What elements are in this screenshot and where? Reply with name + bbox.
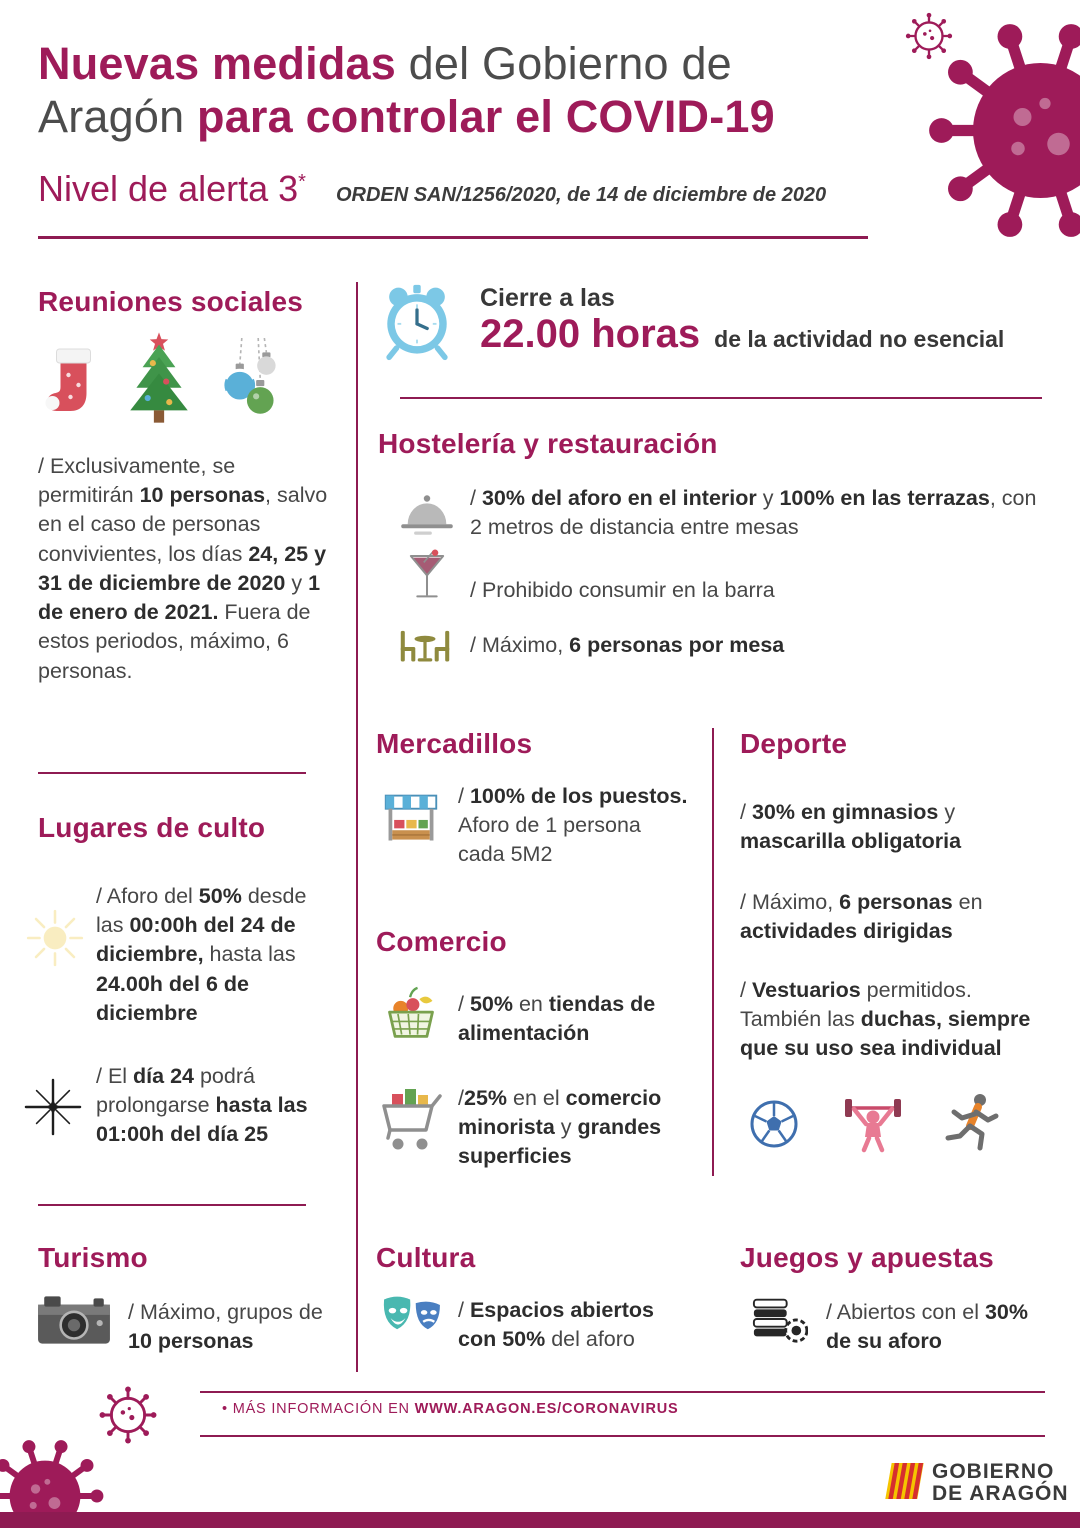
order-reference: ORDEN SAN/1256/2020, de 14 de diciembre de 2020 — [335, 184, 827, 206]
deporte-item-2: / Máximo, 6 personas en actividades dirigidas — [740, 890, 983, 944]
title-gray-2: Aragón — [38, 90, 198, 142]
baubles-icon — [213, 338, 287, 424]
juegos-text: / Abiertos con el 30% de su aforo — [826, 1300, 1028, 1354]
main-column-divider — [356, 282, 358, 1372]
culto-item-1: / Aforo del 50% desde las 00:00h del 24 de diciembre, hasta las 24.00h del 6 de diciembre — [96, 884, 307, 1025]
stocking-icon — [40, 345, 105, 425]
star-icon — [24, 1078, 82, 1136]
gobierno-aragon-logo — [932, 1461, 1069, 1505]
section-heading-cultura: Cultura — [376, 1242, 476, 1273]
reuniones-text: / Exclusivamente, se permitirán 10 personas, salvo en el caso de personas convivientes, los días 24, 25 y 31 de diciembre de 2020 y 1 de enero de 2021. Fuera de estos periodos, máximo, 6 personas. — [38, 454, 328, 683]
header-divider — [38, 236, 868, 239]
bottom-color-bar — [0, 1512, 1080, 1528]
runner-icon — [944, 1092, 1000, 1154]
cultura-text: / Espacios abiertos con 50% del aforo — [458, 1298, 654, 1352]
culto-item-2: / El día 24 podrá prolongarse hasta las 01:00h del día 25 — [96, 1064, 308, 1147]
comercio-item-2: /25% en el comercio minorista y grandes superficies — [458, 1086, 662, 1169]
section-heading-turismo: Turismo — [38, 1242, 148, 1273]
left-divider-2 — [38, 1204, 306, 1206]
market-stall-icon — [382, 790, 440, 848]
virus-icon — [928, 18, 1080, 243]
alert-level: Nivel de alerta 3* — [38, 168, 306, 209]
section-heading-culto: Lugares de culto — [38, 812, 266, 843]
section-heading-juegos: Juegos y apuestas — [740, 1242, 994, 1273]
closure-divider — [400, 397, 1042, 399]
mercadillos-text: / 100% de los puestos. Aforo de 1 persona cada 5M2 — [458, 784, 688, 867]
logo-line-2: DE ARAGÓN — [932, 1482, 1069, 1506]
section-heading-reuniones: Reuniones sociales — [38, 286, 304, 317]
footer-divider-bottom — [200, 1435, 1045, 1437]
theater-masks-icon — [380, 1292, 444, 1346]
weightlifter-icon — [842, 1092, 904, 1154]
grocery-basket-icon — [382, 986, 440, 1042]
hosteleria-item-2: / Prohibido consumir en la barra — [470, 578, 775, 602]
page-title — [38, 38, 898, 143]
soccer-ball-icon — [748, 1098, 800, 1150]
title-gray-1: del Gobierno de — [395, 38, 732, 89]
virus-outline-icon — [96, 1383, 160, 1447]
mid-column-divider — [712, 728, 714, 1176]
table-chairs-icon — [394, 626, 456, 668]
title-accent-1: Nuevas medidas — [38, 38, 396, 89]
closure-time: 22.00 horas — [480, 312, 701, 356]
alarm-clock-icon — [378, 283, 456, 361]
camera-icon — [36, 1292, 112, 1348]
closure-line1: Cierre a las — [480, 284, 615, 312]
comercio-item-1: / 50% en tiendas de alimentación — [458, 992, 656, 1046]
footer-divider-top — [200, 1391, 1045, 1393]
cocktail-icon — [406, 548, 448, 606]
section-heading-hosteleria: Hostelería y restauración — [378, 428, 718, 459]
sun-icon — [22, 905, 88, 971]
section-heading-mercadillos: Mercadillos — [376, 728, 533, 759]
hosteleria-item-3: / Máximo, 6 personas por mesa — [470, 633, 785, 657]
turismo-text: / Máximo, grupos de 10 personas — [128, 1300, 323, 1354]
title-accent-2: para controlar el COVID-19 — [197, 90, 775, 142]
left-divider-1 — [38, 772, 306, 774]
section-heading-deporte: Deporte — [740, 728, 848, 759]
hosteleria-item-1: / 30% del aforo en el interior y 100% en las terrazas, con 2 metros de distancia entre mesas — [470, 486, 1037, 540]
christmas-tree-icon — [120, 330, 198, 425]
logo-line-1: GOBIERNO — [932, 1460, 1055, 1483]
poker-chips-icon — [748, 1292, 808, 1346]
cloche-icon — [398, 490, 456, 536]
deporte-item-3: / Vestuarios permitidos. También las duchas, siempre que su uso sea individual — [740, 978, 1031, 1061]
closure-suffix: de la actividad no esencial — [714, 326, 1005, 352]
section-heading-comercio: Comercio — [376, 926, 507, 957]
more-info-text: • MÁS INFORMACIÓN EN WWW.ARAGON.ES/CORONAVIRUS — [222, 1401, 679, 1417]
aragon-flag-icon — [882, 1461, 928, 1503]
closure-line2 — [480, 312, 1004, 357]
shopping-cart-icon — [376, 1086, 444, 1154]
deporte-item-1: / 30% en gimnasios y mascarilla obligatoria — [740, 800, 962, 854]
